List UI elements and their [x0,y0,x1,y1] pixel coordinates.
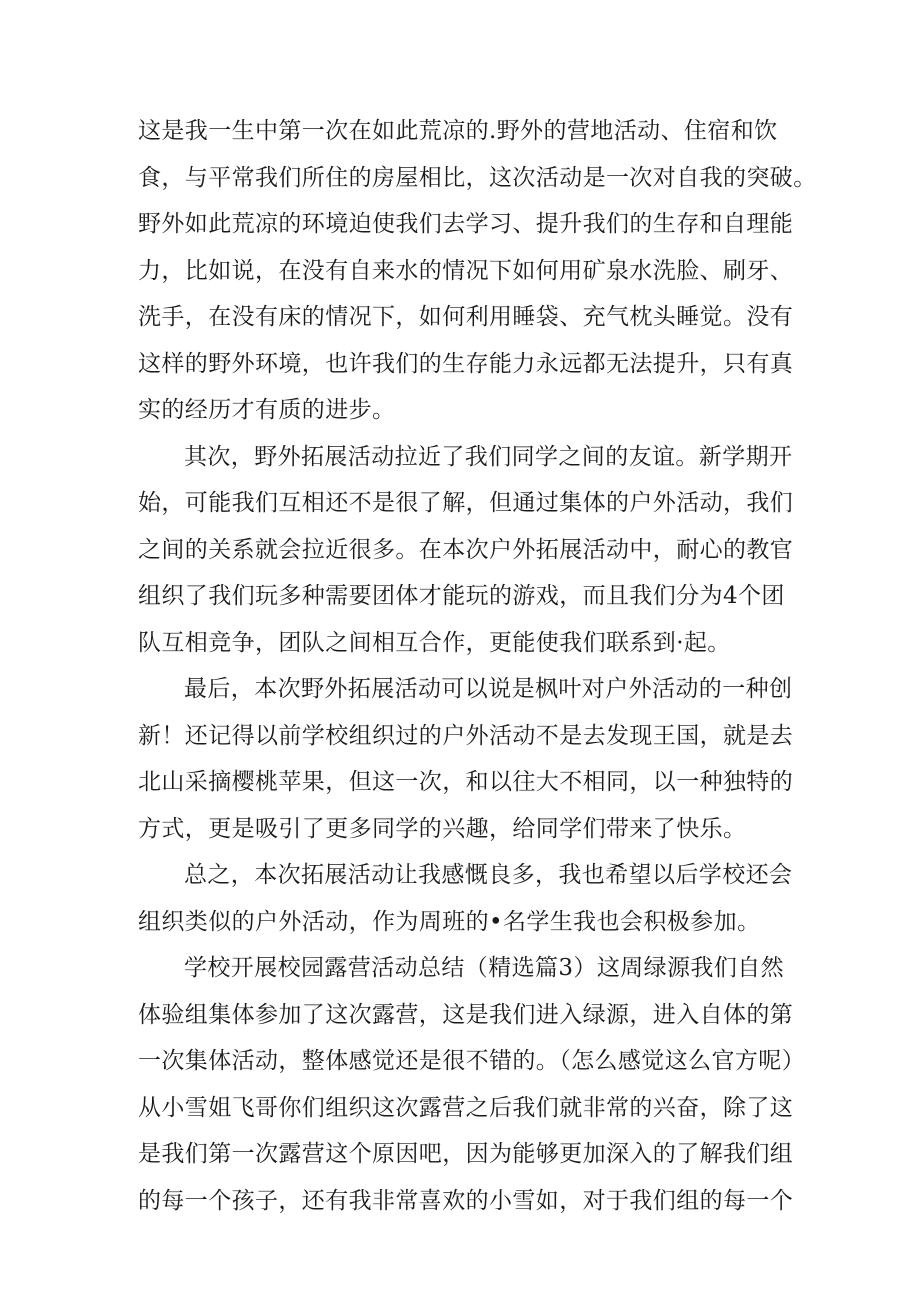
paragraph-first-line: 最后，本次野外拓展活动可以说是枫叶对户外活动的一种创 [184,676,793,702]
text-line: 这是我一生中第一次在如此荒凉的.野外的营地活动、住宿和饮 [138,118,778,144]
text-line: 一次集体活动，整体感觉还是很不错的。（怎么感觉这么官方呢） [138,1048,806,1074]
text-line: 新！还记得以前学校组织过的户外活动不是去发现王国，就是去 [138,722,794,749]
text-line: 始，可能我们互相还不是很了解，但通过集体的户外活动，我们 [138,490,794,516]
text-line: 北山采摘樱桃苹果，但这一次，和以往大不相同，以一种独特的 [138,769,794,795]
paragraph-first-line: 其次，野外拓展活动拉近了我们同学之间的友谊。新学期开 [184,443,793,470]
text-line: 食，与平常我们所住的房屋相比，这次活动是一次对自我的突破。 [138,164,817,191]
text-line: 洗手，在没有床的情况下，如何利用睡袋、充气枕头睡觉。没有 [138,304,794,330]
text-line: 组织了我们玩多种需要团体才能玩的游戏，而且我们分为4个团 [138,583,785,609]
text-line: 之间的关系就会拉近很多。在本次户外拓展活动中，耐心的教官 [138,536,794,563]
text-line: 体验组集体参加了这次露营，这是我们进入绿源，进入自体的第 [138,1001,794,1028]
text-line: 方式，更是吸引了更多同学的兴趣，给同学们带来了快乐。 [138,815,747,842]
text-line: 野外如此荒凉的环境迫使我们去学习、提升我们的生存和自理能 [138,211,794,237]
text-line: 组织类似的户外活动，作为周班的•名学生我也会积极参加。 [138,908,761,935]
text-line: 的每一个孩子，还有我非常喜欢的小雪如，对于我们组的每一个 [138,1187,794,1214]
paragraph-first-line: 总之，本次拓展活动让我感慨良多，我也希望以后学校还会 [184,862,793,888]
document-body [138,108,817,1224]
paragraph-first-line: 学校开展校园露营活动总结（精选篇3）这周绿源我们自然 [184,955,785,981]
text-line: 从小雪姐飞哥你们组织这次露营之后我们就非常的兴奋，除了这 [138,1094,794,1121]
text-line: 力，比如说，在没有自来水的情况下如何用矿泉水洗脸、刷牙、 [138,257,794,284]
text-line: 队互相竞争，团队之间相互合作，更能使我们联系到·起。 [138,629,731,656]
text-line: 实的经历才有质的进步。 [138,397,396,423]
text-line: 这样的野外环境，也许我们的生存能力永远都无法提升，只有真 [138,350,794,377]
text-line: 是我们第一次露营这个原因吧，因为能够更加深入的了解我们组 [138,1141,794,1167]
